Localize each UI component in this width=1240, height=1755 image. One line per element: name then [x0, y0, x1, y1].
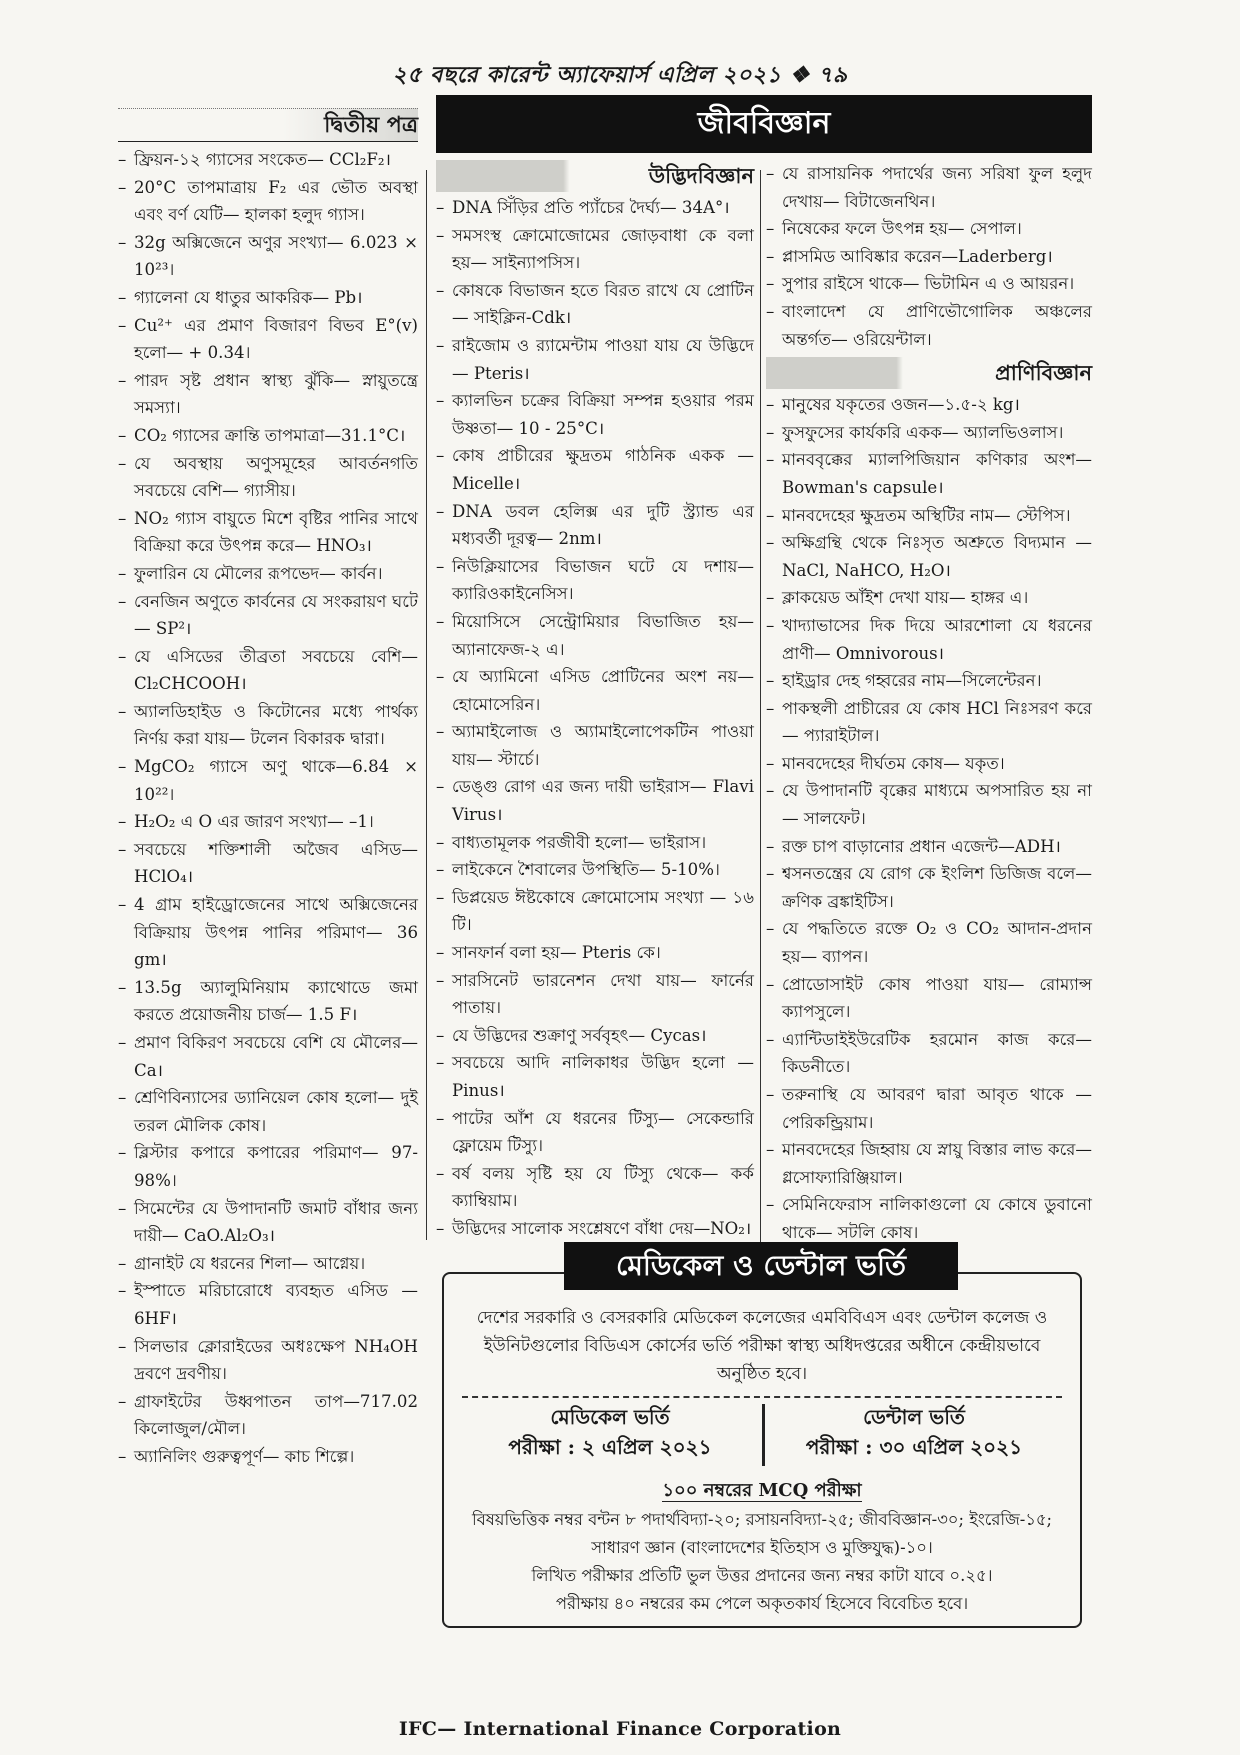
list-item: – কোষ প্রাচীরের ক্ষুদ্রতম গাঠনিক একক — Micelle। [436, 442, 754, 497]
list-item: – সুপার রাইসে থাকে— ভিটামিন এ ও আয়রন। [766, 270, 1092, 298]
section-title-second-paper: দ্বিতীয় পত্র [118, 108, 418, 142]
list-item: – CO₂ গ্যাসের ক্রান্তি তাপমাত্রা—31.1°C। [118, 422, 418, 450]
list-item: – ক্লাকয়েড আঁইশ দেখা যায়— হাঙ্গর এ। [766, 584, 1092, 612]
list-item: – সানফার্ন বলা হয়— Pteris কে। [436, 939, 754, 967]
admission-box [442, 1249, 1082, 1628]
list-item: – যে উপাদানটি বৃক্কের মাধ্যমে অপসারিত হয় না— সালফেট। [766, 777, 1092, 832]
mcq-heading-text: ১০০ নম্বরের MCQ পরীক্ষা [662, 1480, 862, 1501]
list-item: – বাংলাদেশ যে প্রাণিভৌগোলিক অঞ্চলের অন্তর্গত— ওরিয়েন্টাল। [766, 298, 1092, 353]
list-item: – ইস্পাতে মরিচারোধে ব্যবহৃত এসিড — 6HF। [118, 1277, 418, 1332]
list-item: – 32g অক্সিজেনে অণুর সংখ্যা— 6.023 × 10²³। [118, 229, 418, 284]
list-item: – যে পদ্ধতিতে রক্তে O₂ ও CO₂ আদান-প্রদান হয়— ব্যাপন। [766, 915, 1092, 970]
list-item: – 20°C তাপমাত্রায় F₂ এর ভৌত অবস্থা এবং বর্ণ যেটি— হালকা হলুদ গ্যাস। [118, 174, 418, 229]
admission-box-title: মেডিকেল ও ডেন্টাল ভর্তি [564, 1242, 958, 1290]
list-item: – বেনজিন অণুতে কার্বনের যে সংকরায়ণ ঘটে— SP²। [118, 588, 418, 643]
list-item: – মানবদেহের দীর্ঘতম কোষ— যকৃত। [766, 750, 1092, 778]
list-item: – খাদ্যাভাসের দিক দিয়ে আরশোলা যে ধরনের প্রাণী— Omnivorous। [766, 612, 1092, 667]
right-item-list [766, 391, 1092, 1246]
list-item: – অ্যালডিহাইড ও কিটোনের মধ্যে পার্থক্য নির্ণয় করা যায়— টলেন বিকারক দ্বারা। [118, 698, 418, 753]
list-item: – প্লাসমিড আবিষ্কার করেন—Laderberg। [766, 243, 1092, 271]
list-item: – মানবদেহের ক্ষুদ্রতম অস্থিটির নাম— স্টেপিস। [766, 502, 1092, 530]
dental-exam-heading: ডেন্টাল ভর্তি [863, 1405, 965, 1429]
list-item: – শ্রেণিবিন্যাসের ড্যানিয়েল কোষ হলো— দুই তরল মৌলিক কোষ। [118, 1084, 418, 1139]
list-item: – DNA ডবল হেলিক্স এর দুটি স্ট্র্যান্ড এর মধ্যবর্তী দূরত্ব— 2nm। [436, 498, 754, 553]
list-item: – NO₂ গ্যাস বায়ুতে মিশে বৃষ্টির পানির সাথে বিক্রিয়া করে উৎপন্ন করে— HNO₃। [118, 505, 418, 560]
list-item: – সারসিনেট ভারনেশন দেখা যায়— ফার্নের পাতায়। [436, 967, 754, 1022]
list-item: – ডেঙ্গু রোগ এর জন্য দায়ী ভাইরাস— Flavi Virus। [436, 773, 754, 828]
medical-exam-info [462, 1402, 758, 1462]
mcq-distribution: বিষয়ভিত্তিক নম্বর বন্টন ৮ পদার্থবিদ্যা-২০; রসায়নবিদ্যা-২৫; জীববিজ্ঞান-৩০; ইংরেজি-১৫; সাধারণ জ্ঞান (বাংলাদেশের ইতিহাস ও মুক্তিযুদ্ধ)-১০। [471, 1510, 1053, 1557]
list-item: – ক্যালভিন চক্রের বিক্রিয়া সম্পন্ন হওয়ার পরম উষ্ণতা— 10 - 25°C। [436, 387, 754, 442]
list-item: – উদ্ভিদের সালোক সংশ্লেষণে বাঁধা দেয়—NO₂। [436, 1215, 754, 1243]
footer-note: IFC— International Finance Corporation [398, 1718, 842, 1740]
list-item: – পারদ সৃষ্ট প্রধান স্বাস্থ্য ঝুঁকি— স্নায়ুতন্ত্রে সমস্যা। [118, 367, 418, 422]
list-item: – 13.5g অ্যালুমিনিয়াম ক্যাথোডে জমা করতে প্রয়োজনীয় চার্জ— 1.5 F। [118, 974, 418, 1029]
medical-exam-heading: মেডিকেল ভর্তি [550, 1405, 670, 1429]
list-item: – যে রাসায়নিক পদার্থের জন্য সরিষা ফুল হলুদ দেখায়— বিটাজেনথিন। [766, 160, 1092, 215]
dental-exam-date: পরীক্ষা : ৩০ এপ্রিল ২০২১ [805, 1435, 1023, 1459]
list-item: – পাটের আঁশ যে ধরনের টিস্যু— সেকেন্ডারি ফ্লোয়েম টিস্যু। [436, 1105, 754, 1160]
dashed-divider [462, 1396, 1062, 1398]
list-item: – যে উদ্ভিদের শুক্রাণু সর্ববৃহৎ— Cycas। [436, 1022, 754, 1050]
list-item: – মানুষের যকৃতের ওজন—১.৫-২ kg। [766, 391, 1092, 419]
column-divider-left [426, 170, 427, 1240]
list-item: – H₂O₂ এ O এর জারণ সংখ্যা— –1। [118, 808, 418, 836]
list-item: – প্রোডোসাইট কোষ পাওয়া যায়— রোম্যান্স ক্যাপসুলে। [766, 971, 1092, 1026]
list-item: – MgCO₂ গ্যাসে অণু থাকে—6.84 × 10²²। [118, 753, 418, 808]
biology-banner: জীববিজ্ঞান [436, 95, 1092, 153]
list-item: – Cu²⁺ এর প্রমাণ বিজারণ বিভব E°(v) হলো— + 0.34। [118, 312, 418, 367]
list-item: – পাকস্থলী প্রাচীরের যে কোষ HCl নিঃসরণ করে— প্যারাইটাল। [766, 695, 1092, 750]
admission-intro: দেশের সরকারি ও বেসরকারি মেডিকেল কলেজের এমবিবিএস এবং ডেন্টাল কলেজ ও ইউনিটগুলোর বিডিএস কোর্সের ভর্তি পরীক্ষা স্বাস্থ্য অধিদপ্তরের অধীনে কেন্দ্রীয়ভাবে অনুষ্ঠিত হবে। [476, 1308, 1048, 1384]
list-item: – গ্রানাইট যে ধরনের শিলা— আগ্নেয়। [118, 1250, 418, 1278]
list-item: – ফুলারিন যে মৌলের রূপভেদ— কার্বন। [118, 560, 418, 588]
right-column [766, 160, 1092, 1247]
list-item: – যে অবস্থায় অণুসমূহের আবর্তনগতি সবচেয়ে বেশি— গ্যাসীয়। [118, 450, 418, 505]
list-item: – অ্যানিলিং গুরুত্বপূর্ণ— কাচ শিল্পে। [118, 1443, 418, 1471]
list-item: – গ্যালেনা যে ধাতুর আকরিক— Pb। [118, 284, 418, 312]
list-item: – কোষকে বিভাজন হতে বিরত রাখে যে প্রোটিন— সাইক্লিন-Cdk। [436, 277, 754, 332]
list-item: – রাইজোম ও র‍্যামেন্টাম পাওয়া যায় যে উদ্ভিদে— Pteris। [436, 332, 754, 387]
list-item: – DNA সিঁড়ির প্রতি প্যাঁচের দৈর্ঘ্য— 34A°। [436, 194, 754, 222]
list-item: – মিয়োসিসে সেন্ট্রোমিয়ার বিভাজিত হয়— অ্যানাফেজ-২ এ। [436, 608, 754, 663]
list-item: – মানবদেহের জিহ্বায় যে স্নায়ু বিস্তার লাভ করে— গ্লসোফ্যারিঞ্জিয়াল। [766, 1136, 1092, 1191]
list-item: – সিমেন্টের যে উপাদানটি জমাট বাঁধার জন্য দায়ী— CaO.Al₂O₃। [118, 1195, 418, 1250]
medical-exam-date: পরীক্ষা : ২ এপ্রিল ২০২১ [508, 1435, 712, 1459]
exam-separator [762, 1404, 765, 1466]
list-item: – ডিপ্লয়েড ঈষ্টকোষে ক্রোমোসোম সংখ্যা — ১৬ টি। [436, 884, 754, 939]
list-item: – সবচেয়ে শক্তিশালী অজৈব এসিড— HClO₄। [118, 836, 418, 891]
list-item: – লাইকেনে শৈবালের উপস্থিতি— 5-10%। [436, 856, 754, 884]
subsection-title-botany: উদ্ভিদবিজ্ঞান [436, 160, 754, 192]
mcq-details [458, 1506, 1066, 1618]
list-item: – গ্রাফাইটের উধ্বপাতন তাপ—717.02 কিলোজুল/মৌল। [118, 1388, 418, 1443]
middle-column [436, 160, 754, 1243]
list-item: – সবচেয়ে আদি নালিকাধর উদ্ভিদ হলো — Pinus। [436, 1049, 754, 1104]
list-item: – সমসংস্থ ক্রোমোজোমের জোড়বাধা কে বলা হয়— সাইন্যাপসিস। [436, 222, 754, 277]
list-item: – অক্ষিগ্রন্থি থেকে নিঃসৃত অশ্রুতে বিদ্যমান —NaCl, NaHCO, H₂O। [766, 529, 1092, 584]
list-item: – 4 গ্রাম হাইড্রোজেনের সাথে অক্সিজেনের বিক্রিয়ায় উৎপন্ন পানির পরিমাণ— 36 gm। [118, 891, 418, 974]
pass-rule: পরীক্ষায় ৪০ নম্বরের কম পেলে অকৃতকার্য হিসেবে বিবেচিত হবে। [555, 1594, 969, 1613]
list-item: – অ্যামাইলোজ ও অ্যামাইলোপেকটিন পাওয়া যায়— স্টার্চে। [436, 718, 754, 773]
negative-marking: লিখিত পরীক্ষার প্রতিটি ভুল উত্তর প্রদানের জন্য নম্বর কাটা যাবে ০.২৫। [531, 1566, 993, 1585]
list-item: – প্রমাণ বিকিরণ সবচেয়ে বেশি যে মৌলের— Ca। [118, 1029, 418, 1084]
list-item: – ব্লিস্টার কপারে কপারের পরিমাণ— 97-98%। [118, 1139, 418, 1194]
middle-item-list [436, 194, 754, 1243]
list-item: – যে এসিডের তীব্রতা সবচেয়ে বেশি— Cl₂CHCOOH। [118, 643, 418, 698]
list-item: – ফ্রিয়ন-১২ গ্যাসের সংকেত— CCl₂F₂। [118, 146, 418, 174]
list-item: – নিউক্লিয়াসের বিভাজন ঘটে যে দশায়— ক্যারিওকাইনেসিস। [436, 553, 754, 608]
list-item: – শ্বসনতন্ত্রের যে রোগ কে ইংলিশ ডিজিজ বলে— ক্রণিক ব্রঙ্কাইটিস। [766, 860, 1092, 915]
list-item: – বর্ষ বলয় সৃষ্টি হয় যে টিস্যু থেকে— কর্ক ক্যাম্বিয়াম। [436, 1160, 754, 1215]
list-item: – এ্যান্টিডাইইউরেটিক হরমোন কাজ করে— কিডনীতে। [766, 1026, 1092, 1081]
column-divider-right [760, 170, 761, 1250]
list-item: – তরুনাস্থি যে আবরণ দ্বারা আবৃত থাকে — পেরিকন্ড্রিয়াম। [766, 1081, 1092, 1136]
running-head: ২৫ বছরে কারেন্ট অ্যাফেয়ার্স এপ্রিল ২০২১ ❖ ৭৯ [392, 62, 848, 88]
dental-exam-info [766, 1402, 1062, 1462]
list-item: – মানববৃক্কের ম্যালপিজিয়ান কণিকার অংশ— Bowman's capsule। [766, 446, 1092, 501]
mcq-heading [464, 1478, 1060, 1504]
list-item: – হাইড্রার দেহ গহ্বরের নাম—সিলেন্টেরন। [766, 667, 1092, 695]
right-top-item-list [766, 160, 1092, 353]
list-item: – সিলভার ক্লোরাইডের অধঃক্ষেপ NH₄OH দ্রবণে দ্রবণীয়। [118, 1333, 418, 1388]
list-item: – যে অ্যামিনো এসিড প্রোটিনের অংশ নয়— হোমোসেরিন। [436, 663, 754, 718]
list-item: – সেমিনিফেরাস নালিকাগুলো যে কোষে ডুবানো থাকে— সটলি কোষ। [766, 1191, 1092, 1246]
list-item: – নিষেকের ফলে উৎপন্ন হয়— সেপাল। [766, 215, 1092, 243]
list-item: – ফুসফুসের কার্যকরি একক— অ্যালভিওলাস। [766, 419, 1092, 447]
left-column [118, 108, 418, 1471]
left-item-list [118, 146, 418, 1471]
subsection-title-zoology: প্রাণিবিজ্ঞান [766, 357, 1092, 389]
list-item: – রক্ত চাপ বাড়ানোর প্রধান এজেন্ট—ADH। [766, 833, 1092, 861]
list-item: – বাধ্যতামূলক পরজীবী হলো— ভাইরাস। [436, 829, 754, 857]
